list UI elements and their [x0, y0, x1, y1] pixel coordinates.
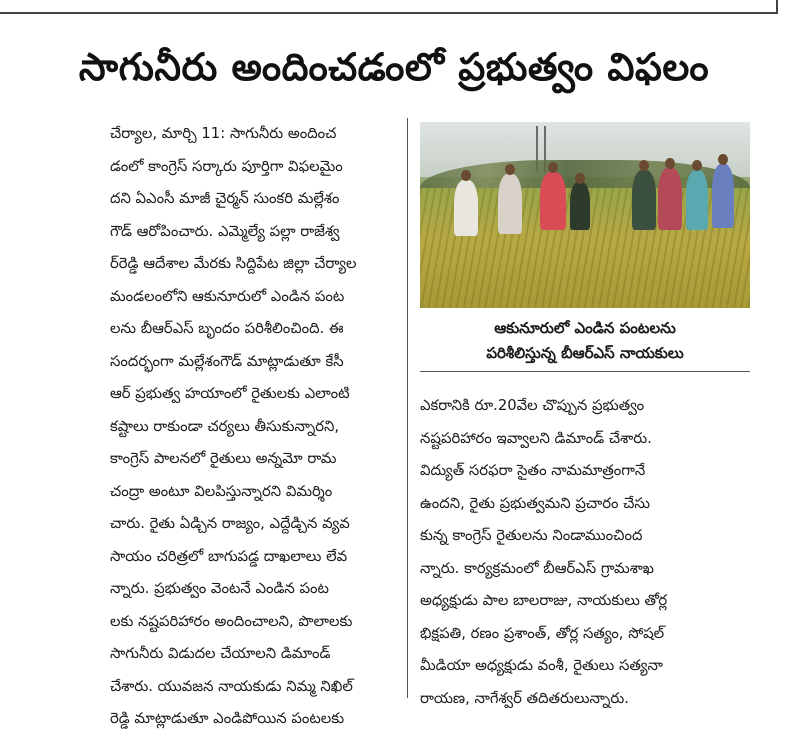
text-line: మండలంలోని ఆకునూరులో ఎండిన పంట	[110, 287, 345, 305]
text-line: గౌడ్ ఆరోపించారు. ఎమ్మెల్యే పల్లా రాజేశ్వ	[110, 222, 340, 240]
person-head	[665, 158, 675, 169]
text-line: సాయం చరిత్రలో బాగుపడ్డ దాఖలాలు లేవ	[110, 547, 348, 565]
person-figure	[454, 180, 478, 236]
field-inspection-photo	[420, 122, 750, 308]
person-head	[718, 154, 728, 165]
text-line: కున్న కాంగ్రెస్ రైతులను నిండాముంచింద	[420, 527, 643, 544]
text-line: సాగునీరు విడుదల చేయాలని డిమాండ్	[110, 645, 331, 662]
text-line: న్నారు. కార్యక్రమంలో బీఆర్‌ఎస్ గ్రామశాఖ	[420, 559, 654, 577]
text-line: చంద్రా అంటూ విలపిస్తున్నారని విమర్శిం	[110, 482, 333, 500]
right-border-rule	[776, 0, 778, 14]
person-head	[692, 160, 702, 171]
person-figure	[658, 168, 682, 230]
text-line: చారు. రైతు ఏడ్చిన రాజ్యం, ఎద్దేడ్చిన వ్యవ	[110, 515, 350, 532]
text-line: అధ్యక్షుడు పాల బాలరాజు, నాయకులు తోర్ల	[420, 592, 668, 609]
text-line: మీడియా అధ్యక్షుడు వంశీ, రైతులు సత్యనా	[420, 657, 663, 674]
photo-caption	[420, 316, 750, 372]
person-figure	[570, 182, 590, 230]
text-line: కష్టాలు రాకుండా చర్యలు తీసుకున్నారని,	[110, 417, 340, 435]
person-figure	[498, 174, 522, 234]
text-line: ఆర్ ప్రభుత్వ హయాంలో రైతులకు ఎలాంటి	[110, 385, 350, 402]
right-text-column	[420, 390, 760, 707]
person-figure	[686, 170, 708, 230]
person-head	[461, 170, 471, 181]
person-head	[548, 162, 558, 173]
text-line: చేశారు. యువజన నాయకుడు నిమ్మ నిఖిల్	[110, 677, 353, 695]
text-line: నష్టపరిహారం ఇవ్వాలని డిమాండ్ చేశారు.	[420, 429, 652, 447]
person-head	[639, 160, 649, 171]
person-figure	[632, 170, 656, 230]
person-figure	[712, 164, 734, 228]
text-line: కాంగ్రెస్ పాలనలో రైతులు అన్నమో రామ	[110, 450, 337, 467]
text-line: చేర్యాల, మార్చి 11: సాగునీరు అందించ	[110, 125, 337, 142]
text-line: భిక్షపతి, రణం ప్రశాంత్, తోర్ల సత్యం, సోషల్	[420, 624, 665, 642]
left-text-column	[110, 118, 408, 727]
text-line: లను బీఆర్‌ఎస్ బృందం పరిశీలించింది. ఈ	[110, 320, 344, 337]
text-line: విద్యుత్ సరఫరా సైతం నామమాత్రంగానే	[420, 462, 646, 479]
caption-line: ఆకునూరులో ఎండిన పంటలను	[494, 319, 676, 337]
top-border-rule	[0, 0, 778, 14]
person-head	[575, 173, 585, 184]
text-line: ఎకరానికి రూ.20వేల చొప్పున ప్రభుత్వం	[420, 397, 645, 414]
person-head	[505, 164, 515, 175]
text-line: సందర్భంగా మల్లేశంగౌడ్ మాట్లాడుతూ కేసీ	[110, 352, 344, 370]
person-figure	[540, 172, 566, 230]
text-line: ఉందని, రైతు ప్రభుత్వమని ప్రచారం చేసు	[420, 494, 650, 512]
text-line: లకు నష్టపరిహారం అందించాలని, పొలాలకు	[110, 612, 353, 630]
text-line: న్నారు. ప్రభుత్వం వెంటనే ఎండిన పంట	[110, 580, 329, 597]
article-headline: సాగునీరు అందించడంలో ప్రభుత్వం విఫలం	[78, 45, 710, 89]
text-line: రాయణ, నాగేశ్వర్ తదితరులున్నారు.	[420, 689, 629, 707]
text-line: డంలో కాంగ్రెస్ సర్కారు పూర్తిగా విఫలమైం	[110, 157, 343, 175]
text-line: రెడ్డి మాట్లాడుతూ ఎండిపోయిన పంటలకు	[110, 710, 345, 727]
text-line: ర్‌రెడ్డి ఆదేశాల మేరకు సిద్దిపేట జిల్లా చేర్యాల	[110, 255, 357, 272]
caption-line: పరిశీలిస్తున్న బీఆర్‌ఎస్ నాయకులు	[486, 344, 684, 362]
text-line: దని ఏఎంసీ మాజీ చైర్మన్ సుంకరి మల్లేశం	[110, 190, 340, 207]
